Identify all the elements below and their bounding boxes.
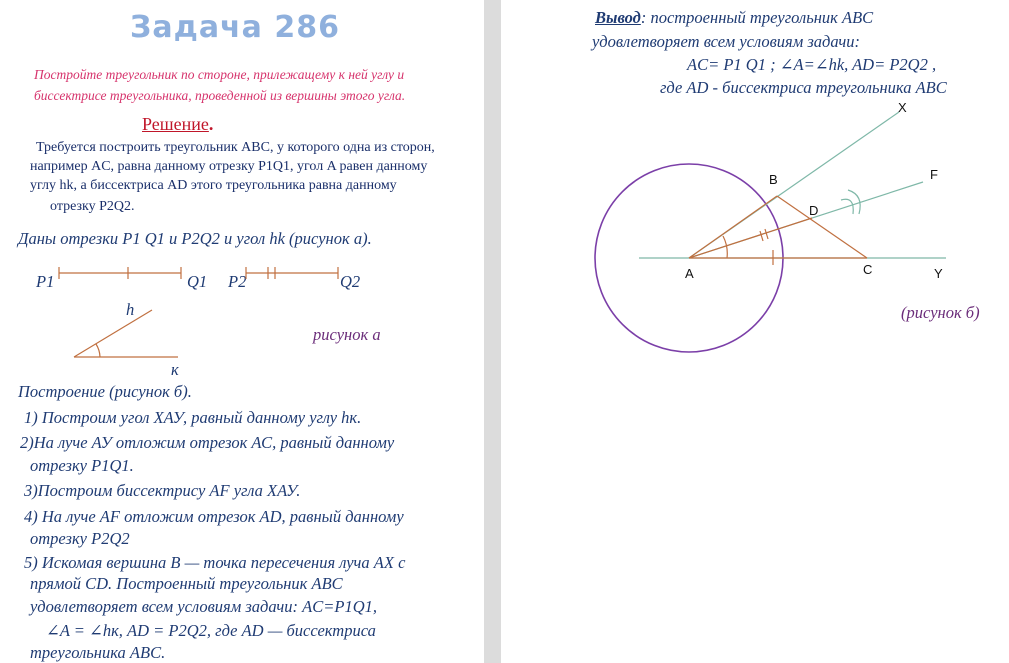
- step-5-line-1: 5) Искомая вершина B — точка пересечения луча AX с: [24, 553, 406, 572]
- solution-heading-text: Решение: [142, 114, 209, 134]
- bisector-arc-2: [848, 190, 860, 214]
- point-c-label: C: [863, 262, 873, 277]
- slide-gutter: [484, 0, 501, 663]
- point-a-label: A: [685, 266, 694, 281]
- point-d-label: D: [809, 203, 819, 218]
- step-5-line-3: удовлетворяет всем условиям задачи: AC=P1Q1,: [30, 597, 377, 616]
- angle-k-label: к: [171, 360, 179, 379]
- requirement-line-1: Требуется построить треугольник ABC, у которого одна из сторон,: [36, 140, 435, 155]
- conclusion-label: Вывод: [595, 8, 641, 27]
- given-segments-figure: [0, 260, 480, 300]
- figure-a-caption: рисунок а: [313, 325, 381, 344]
- seg-p2-label: P2: [228, 272, 247, 291]
- conclusion-line-3: AC= P1 Q1 ; ∠A=∠hk, AD= P2Q2 ,: [687, 55, 937, 74]
- step-4-line-1: 4) На луче AF отложим отрезок AD, равный данному: [24, 507, 404, 526]
- step-5-line-5: треугольника ABC.: [30, 643, 166, 662]
- ad-tick-2: [765, 229, 768, 239]
- step-4-line-2: отрезку P2Q2: [30, 529, 130, 548]
- side-ab: [689, 196, 777, 258]
- solution-heading: [142, 114, 213, 135]
- conclusion-line-2: удовлетворяет всем условиям задачи:: [592, 32, 861, 51]
- point-y-label: Y: [934, 266, 943, 281]
- left-slide: [0, 0, 484, 663]
- requirement-line-3: углу hk, а биссектриса AD этого треугольника равна данному: [30, 178, 397, 193]
- point-f-label: F: [930, 167, 938, 182]
- right-slide: [501, 0, 1009, 663]
- given-statement: Даны отрезки P1 Q1 и P2Q2 и угол hk (рисунок а).: [18, 229, 372, 248]
- point-x-label: X: [898, 100, 907, 115]
- angle-arc: [96, 344, 100, 357]
- conclusion-line-1-text: : построенный треугольник ABC: [640, 8, 874, 27]
- construction-heading: Построение (рисунок б).: [18, 382, 192, 401]
- step-5-line-4: ∠A = ∠hк, AD = P2Q2, где AD — биссектриса: [46, 621, 376, 640]
- step-5-line-2: прямой CD. Построенный треугольник ABC: [30, 574, 343, 593]
- angle-h-label: h: [126, 300, 135, 319]
- figure-b-caption: (рисунок б): [901, 303, 980, 322]
- step-3: 3)Построим биссектрису AF угла ХАУ.: [24, 481, 301, 500]
- requirement-line-4: отрезку P2Q2.: [50, 199, 135, 214]
- angle-ray-h: [74, 310, 152, 357]
- step-2-line-2: отрезку P1Q1.: [30, 456, 134, 475]
- seg-q2-label: Q2: [340, 272, 361, 291]
- step-1: 1) Построим угол ХАУ, равный данному углу hк.: [24, 408, 362, 427]
- side-bc: [777, 196, 867, 258]
- task-line-1: Постройте треугольник по стороне, прилежащему к ней углу и: [34, 67, 405, 82]
- bisector-ad: [689, 218, 812, 258]
- seg-q1-label: Q1: [187, 272, 208, 291]
- point-b-label: B: [769, 172, 778, 187]
- step-2-line-1: 2)На луче АУ отложим отрезок АС, равный данному: [20, 433, 395, 452]
- requirement-line-2: например AC, равна данному отрезку P1Q1, угол A равен данному: [30, 159, 428, 174]
- conclusion-line-4: где AD - биссектриса треугольника ABC: [660, 78, 947, 97]
- seg-p1-label: P1: [36, 272, 55, 291]
- given-angle-figure: [0, 300, 200, 370]
- task-line-2: биссектрисе треугольника, проведенной из вершины этого угла.: [34, 88, 406, 103]
- ad-tick-1: [760, 231, 763, 241]
- solution-heading-dot: .: [208, 114, 214, 134]
- page-title: Задача 286: [130, 10, 340, 45]
